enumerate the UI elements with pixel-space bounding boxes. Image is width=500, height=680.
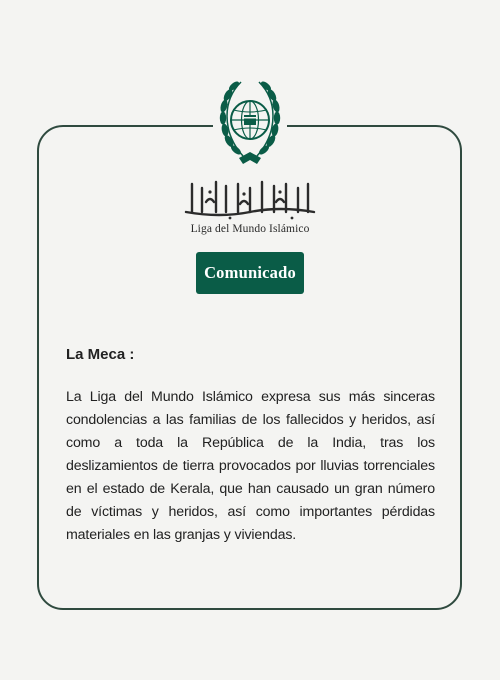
arabic-calligraphy-mark: [180, 178, 320, 222]
logo-arabic-calligraphy: [0, 178, 500, 222]
comunicado-badge: Comunicado: [196, 252, 304, 294]
logo-latin-name: Liga del Mundo Islámico: [190, 223, 310, 235]
dateline: La Meca :: [66, 346, 135, 363]
emblem: [213, 72, 287, 180]
article-body: La Liga del Mundo Islámico expresa sus más sinceras condolencias a las familias de los fallecidos y heridos, así como a toda la República de la India, tras los deslizamientos de tierra provocados por lluvias torrenciales en el estado de Kerala, que han causado un gran número de víctimas y heridos, así como importantes pérdidas materiales en las granjas y viviendas.: [66, 389, 435, 543]
globe-wreath-emblem-icon: [213, 72, 287, 180]
